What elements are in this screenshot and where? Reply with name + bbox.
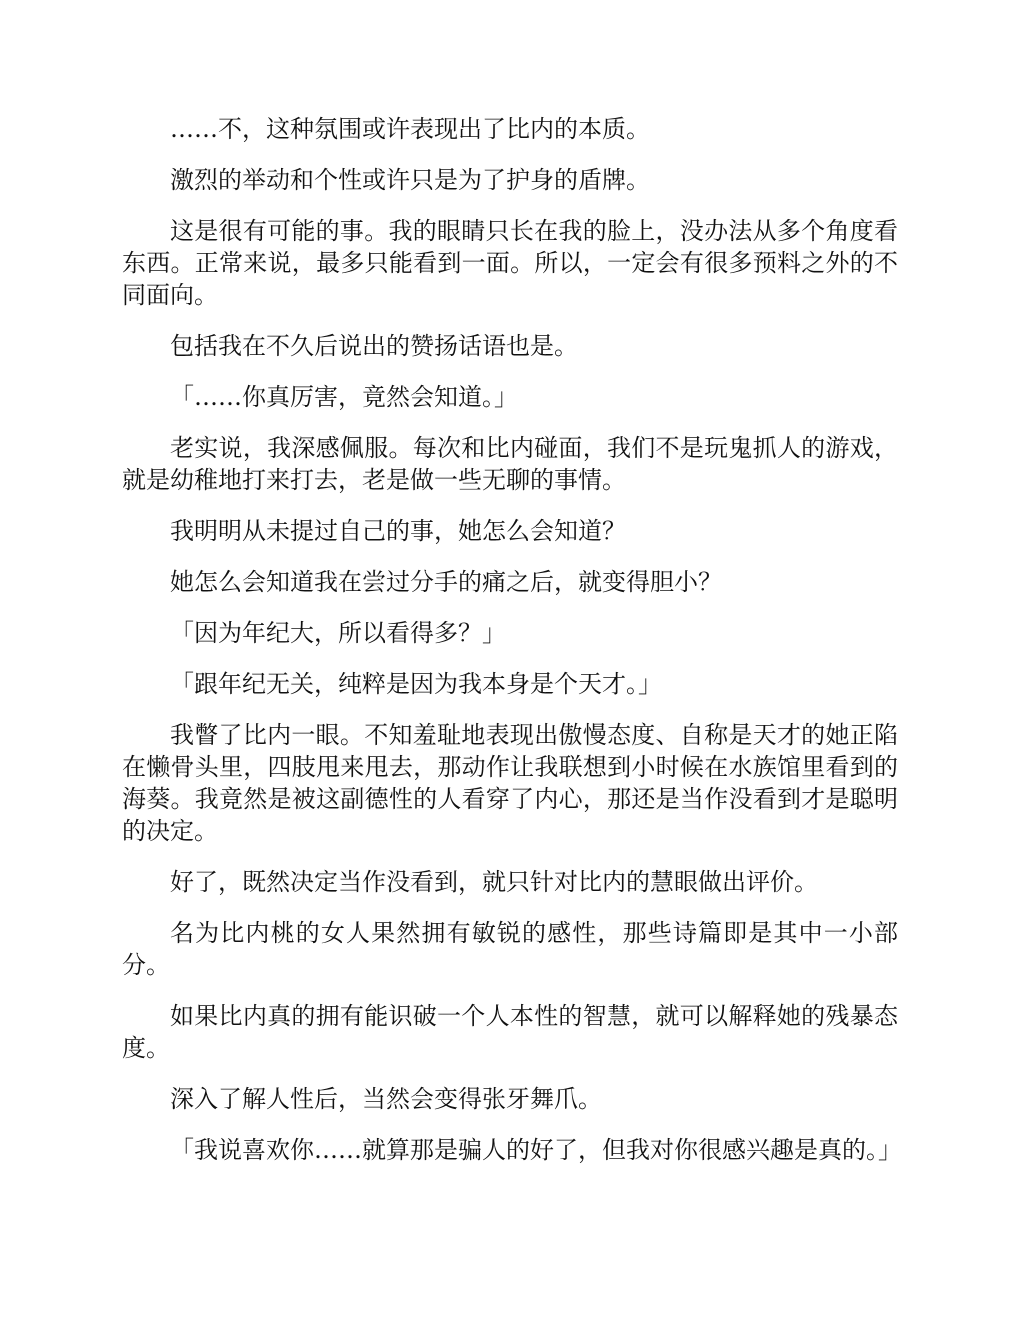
dialogue-line: 「因为年纪大，所以看得多？」 [170,619,506,647]
paragraph: 她怎么会知道我在尝过分手的痛之后，就变得胆小？ [170,568,722,596]
paragraph: 好了，既然决定当作没看到，就只针对比内的慧眼做出评价。 [170,868,818,896]
paragraph: 包括我在不久后说出的赞扬话语也是。 [170,332,578,360]
paragraph: 深入了解人性后，当然会变得张牙舞爪。 [170,1085,602,1113]
document-page [122,113,902,1185]
dialogue-line: 「……你真厉害，竟然会知道。」 [170,383,518,411]
paragraph: 如果比内真的拥有能识破一个人本性的智慧，就可以解释她的残暴态度。 [122,1002,898,1062]
paragraph: ……不，这种氛围或许表现出了比内的本质。 [170,115,650,143]
paragraph: 老实说，我深感佩服。每次和比内碰面，我们不是玩鬼抓人的游戏，就是幼稚地打来打去，老是做一些无聊的事情。 [122,434,898,494]
paragraph: 我瞥了比内一眼。不知羞耻地表现出傲慢态度、自称是天才的她正陷在懒骨头里，四肢甩来甩去，那动作让我联想到小时候在水族馆里看到的海葵。我竟然是被这副德性的人看穿了内心，那还是当作没看到才是聪明的决定。 [122,721,898,845]
dialogue-line: 「我说喜欢你……就算那是骗人的好了，但我对你很感兴趣是真的。」 [170,1136,902,1164]
paragraph: 激烈的举动和个性或许只是为了护身的盾牌。 [170,166,650,194]
dialogue-line: 「跟年纪无关，纯粹是因为我本身是个天才。」 [170,670,662,698]
paragraph: 名为比内桃的女人果然拥有敏锐的感性，那些诗篇即是其中一小部分。 [122,919,898,979]
paragraph: 这是很有可能的事。我的眼睛只长在我的脸上，没办法从多个角度看东西。正常来说，最多只能看到一面。所以，一定会有很多预料之外的不同面向。 [122,217,898,309]
paragraph: 我明明从未提过自己的事，她怎么会知道？ [170,517,626,545]
